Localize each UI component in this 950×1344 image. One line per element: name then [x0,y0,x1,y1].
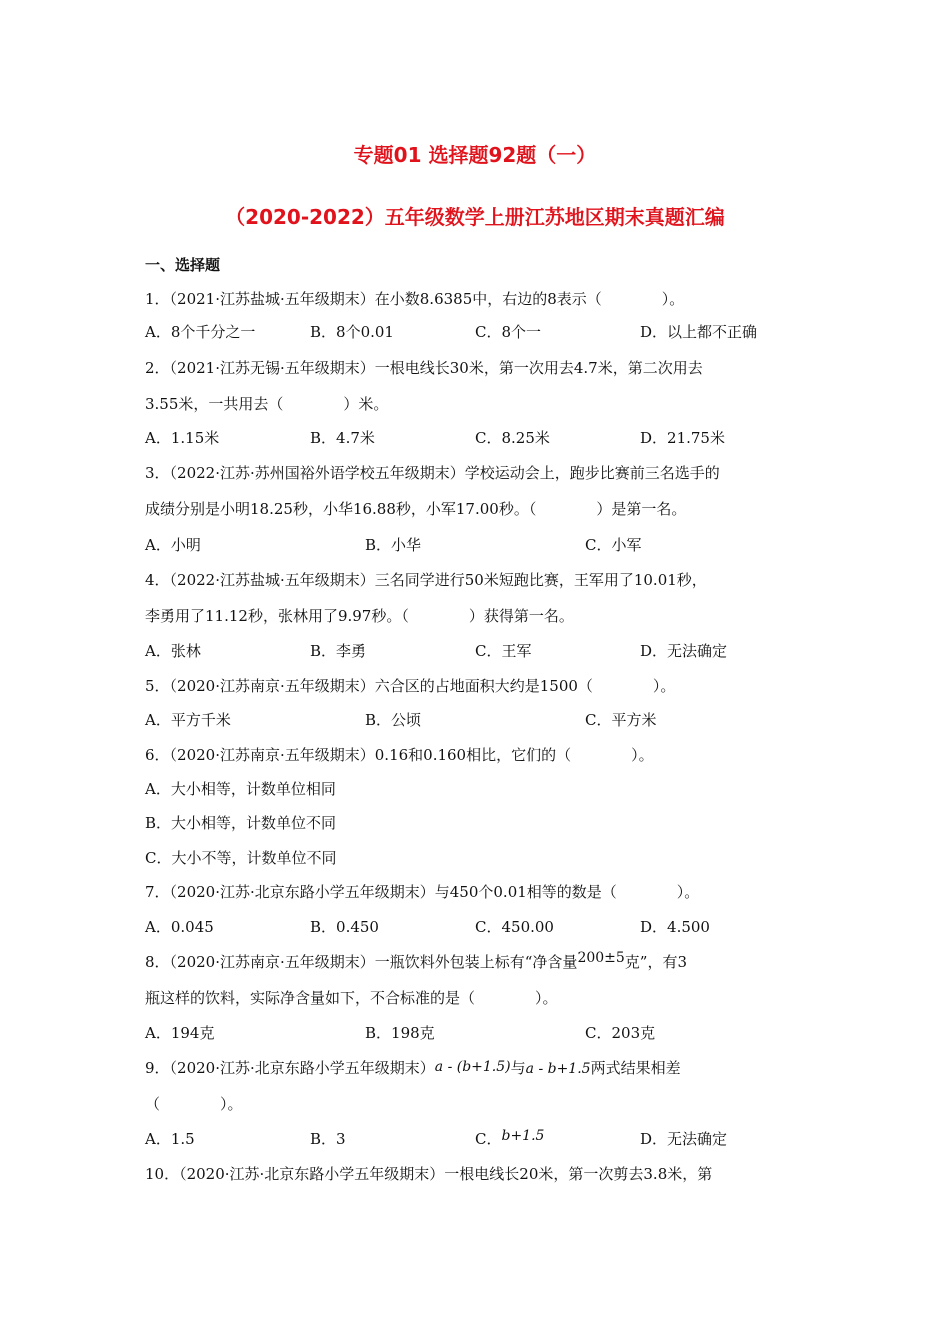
q4-option-a: A．张林 [145,642,201,660]
q6-option-c: C．大小不等，计数单位不同 [145,849,337,867]
q2-option-d: D．21.75米 [640,429,725,447]
question-9-text [145,1058,681,1079]
question-7-text: 7．（2020·江苏·北京东路小学五年级期末）与450个0.01相等的数是（ ）。 [145,883,700,901]
question-3-text: 3．（2022·江苏·苏州国裕外语学校五年级期末）学校运动会上，跑步比赛前三名选手的 [145,464,720,482]
q9-option-d: D．无法确定 [640,1130,728,1148]
q7-option-d: D．4.500 [640,918,710,936]
q3-option-b: B．小华 [365,536,422,554]
q1-option-c: C．8个一 [475,323,542,341]
q9-option-a: A．1.5 [145,1130,195,1148]
question-6-text: 6．（2020·江苏南京·五年级期末）0.16和0.160相比，它们的（ ）。 [145,746,654,764]
q5-option-c: C．平方米 [585,711,657,729]
q5-option-b: B．公顷 [365,711,422,729]
q9-option-c-formula: b+1.5 [501,1128,545,1144]
q1-option-b: B．8个0.01 [310,323,394,341]
question-10-text: 10．（2020·江苏·北京东路小学五年级期末）一根电线长20米，第一次剪去3.8米，第 [145,1165,713,1183]
question-4-text: 4．（2022·江苏盐城·五年级期末）三名同学进行50米短跑比赛，王军用了10.01秒， [145,571,707,589]
question-3-text-cont: 成绩分别是小明18.25秒，小华16.88秒，小军17.00秒。（ ）是第一名。 [145,500,687,518]
q8-text-part2: 克”，有3 [624,953,688,971]
q6-option-a: A．大小相等，计数单位相同 [145,780,336,798]
q5-option-a: A．平方千米 [145,711,231,729]
question-1-text: 1．（2021·江苏盐城·五年级期末）在小数8.6385中，右边的8表示（ ）。 [145,290,685,308]
q2-option-c: C．8.25米 [475,429,550,447]
q7-option-a: A．0.045 [145,918,214,936]
q8-option-c: C．203克 [585,1024,656,1042]
question-8-text [145,952,687,973]
question-8-text-cont: 瓶这样的饮料，实际净含量如下，不合标准的是（ ）。 [145,989,558,1007]
question-2-text: 2．（2021·江苏无锡·五年级期末）一根电线长30米，第一次用去4.7米，第二次用去 [145,359,703,377]
q8-text-part1: 8．（2020·江苏南京·五年级期末）一瓶饮料外包装上标有“净含量 [145,953,578,971]
question-4-text-cont: 李勇用了11.12秒，张林用了9.97秒。（ ）获得第一名。 [145,607,574,625]
q8-tolerance-formula: 200±5 [577,950,625,966]
q9-text-part1: 9．（2020·江苏·北京东路小学五年级期末） [145,1059,435,1077]
question-9-text-cont: （ ）。 [145,1095,243,1113]
question-2-text-cont: 3.55米，一共用去（ ）米。 [145,395,389,413]
document-subtitle: （2020-2022）五年级数学上册江苏地区期末真题汇编 [225,205,725,229]
q7-option-c: C．450.00 [475,918,554,936]
q9-formula-1: a - (b+1.5) [434,1059,511,1075]
q8-option-a: A．194克 [145,1024,215,1042]
q9-option-b: B．3 [310,1130,346,1148]
q2-option-b: B．4.7米 [310,429,375,447]
document-title: 专题01 选择题92题（一） [353,143,597,167]
section-heading: 一、选择题 [145,256,221,274]
q3-option-c: C．小军 [585,536,642,554]
q9-option-c [475,1129,544,1150]
q2-option-a: A．1.15米 [145,429,220,447]
q8-option-b: B．198克 [365,1024,435,1042]
q9-text-part3: 两式结果相差 [590,1059,681,1077]
q9-option-c-label: C． [475,1130,502,1148]
question-5-text: 5．（2020·江苏南京·五年级期末）六合区的占地面积大约是1500（ ）。 [145,677,676,695]
q4-option-b: B．李勇 [310,642,367,660]
q6-option-b: B．大小相等，计数单位不同 [145,814,337,832]
q4-option-d: D．无法确定 [640,642,728,660]
q9-text-part2: 与 [510,1059,526,1077]
q3-option-a: A．小明 [145,536,201,554]
q7-option-b: B．0.450 [310,918,379,936]
q9-formula-2: a - b+1.5 [525,1061,591,1077]
q4-option-c: C．王军 [475,642,532,660]
q1-option-d: D．以上都不正确 [640,323,758,341]
q1-option-a: A．8个千分之一 [145,323,256,341]
